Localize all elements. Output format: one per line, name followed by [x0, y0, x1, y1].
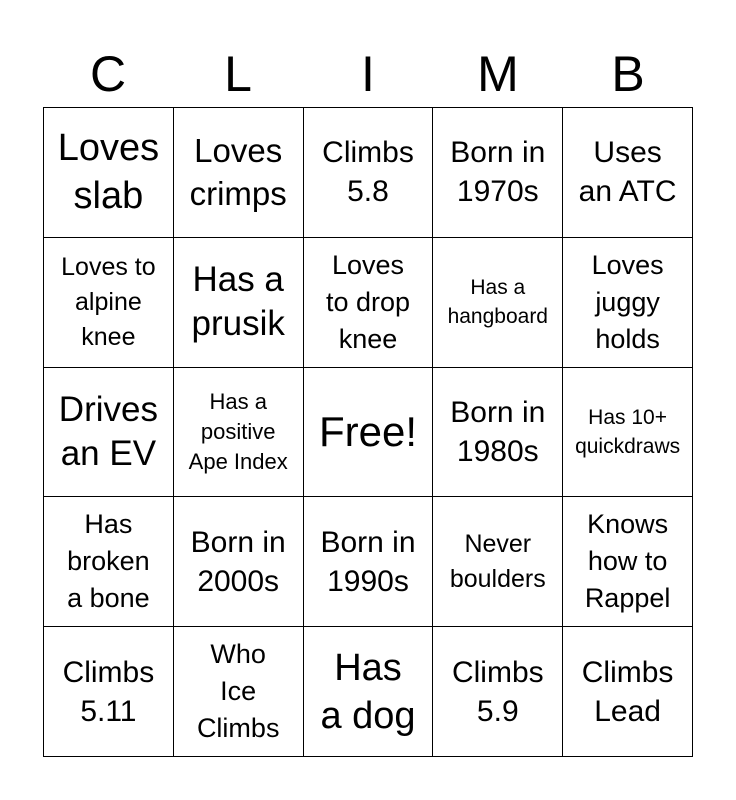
- bingo-cell-r5-c2[interactable]: [174, 627, 304, 757]
- bingo-cell-r2-c5[interactable]: [563, 238, 693, 368]
- cell-label: Loves slab: [57, 127, 160, 218]
- cell-label: Born in 1990s: [320, 525, 416, 598]
- cell-label: Climbs 5.8: [322, 136, 414, 209]
- bingo-cell-r3-c2[interactable]: [174, 368, 304, 498]
- header-letter-b: B: [611, 46, 645, 102]
- cell-label: Loves juggy holds: [591, 249, 664, 354]
- bingo-cell-r4-c1[interactable]: [44, 497, 174, 627]
- cell-label: Has a prusik: [191, 260, 285, 344]
- bingo-cell-r3-c3[interactable]: [304, 368, 434, 498]
- cell-label: Born in 1980s: [450, 395, 546, 468]
- header-letter-i: I: [361, 46, 375, 102]
- bingo-cell-r3-c1[interactable]: [44, 368, 174, 498]
- cell-label: Has 10+ quickdraws: [575, 405, 681, 458]
- bingo-cell-r4-c5[interactable]: [563, 497, 693, 627]
- header-letter-l: L: [224, 46, 252, 102]
- cell-label: Loves crimps: [189, 132, 287, 213]
- cell-label: Who Ice Climbs: [196, 639, 280, 744]
- cell-label: Never boulders: [449, 529, 546, 593]
- bingo-cell-r1-c3[interactable]: [304, 108, 434, 238]
- bingo-header: [43, 40, 693, 108]
- bingo-cell-r5-c4[interactable]: [433, 627, 563, 757]
- cell-label: Loves to alpine knee: [61, 252, 156, 351]
- header-letter-m: M: [477, 46, 519, 102]
- cell-label: Loves to drop knee: [325, 249, 411, 354]
- bingo-cell-r1-c1[interactable]: [44, 108, 174, 238]
- bingo-cell-r5-c3[interactable]: [304, 627, 434, 757]
- header-letter-c: C: [89, 46, 127, 102]
- cell-label: Has a positive Ape Index: [188, 388, 288, 474]
- cell-label: Climbs 5.9: [451, 655, 544, 728]
- bingo-cell-r2-c1[interactable]: [44, 238, 174, 368]
- cell-label: Uses an ATC: [578, 136, 677, 209]
- bingo-cell-r2-c2[interactable]: [174, 238, 304, 368]
- bingo-cell-r3-c4[interactable]: [433, 368, 563, 498]
- bingo-cell-r3-c5[interactable]: [563, 368, 693, 498]
- bingo-grid: [43, 107, 693, 757]
- bingo-cell-r1-c5[interactable]: [563, 108, 693, 238]
- cell-label: Climbs Lead: [581, 655, 674, 728]
- bingo-cell-r1-c2[interactable]: [174, 108, 304, 238]
- bingo-cell-r2-c4[interactable]: [433, 238, 563, 368]
- bingo-cell-r4-c3[interactable]: [304, 497, 434, 627]
- cell-label: Drives an EV: [58, 389, 158, 473]
- cell-label: Knows how to Rappel: [584, 509, 671, 614]
- cell-label: Born in 1970s: [450, 136, 546, 209]
- bingo-cell-r5-c5[interactable]: [563, 627, 693, 757]
- bingo-cell-r5-c1[interactable]: [44, 627, 174, 757]
- cell-label: Has a hangboard: [447, 276, 548, 329]
- cell-label: Has a dog: [320, 646, 416, 737]
- bingo-cell-r4-c2[interactable]: [174, 497, 304, 627]
- cell-label: Born in 2000s: [190, 525, 286, 598]
- free-space: Free!: [318, 407, 417, 455]
- bingo-cell-r1-c4[interactable]: [433, 108, 563, 238]
- bingo-cell-r4-c4[interactable]: [433, 497, 563, 627]
- cell-label: Has broken a bone: [67, 509, 150, 614]
- cell-label: Climbs 5.11: [62, 655, 155, 728]
- bingo-cell-r2-c3[interactable]: [304, 238, 434, 368]
